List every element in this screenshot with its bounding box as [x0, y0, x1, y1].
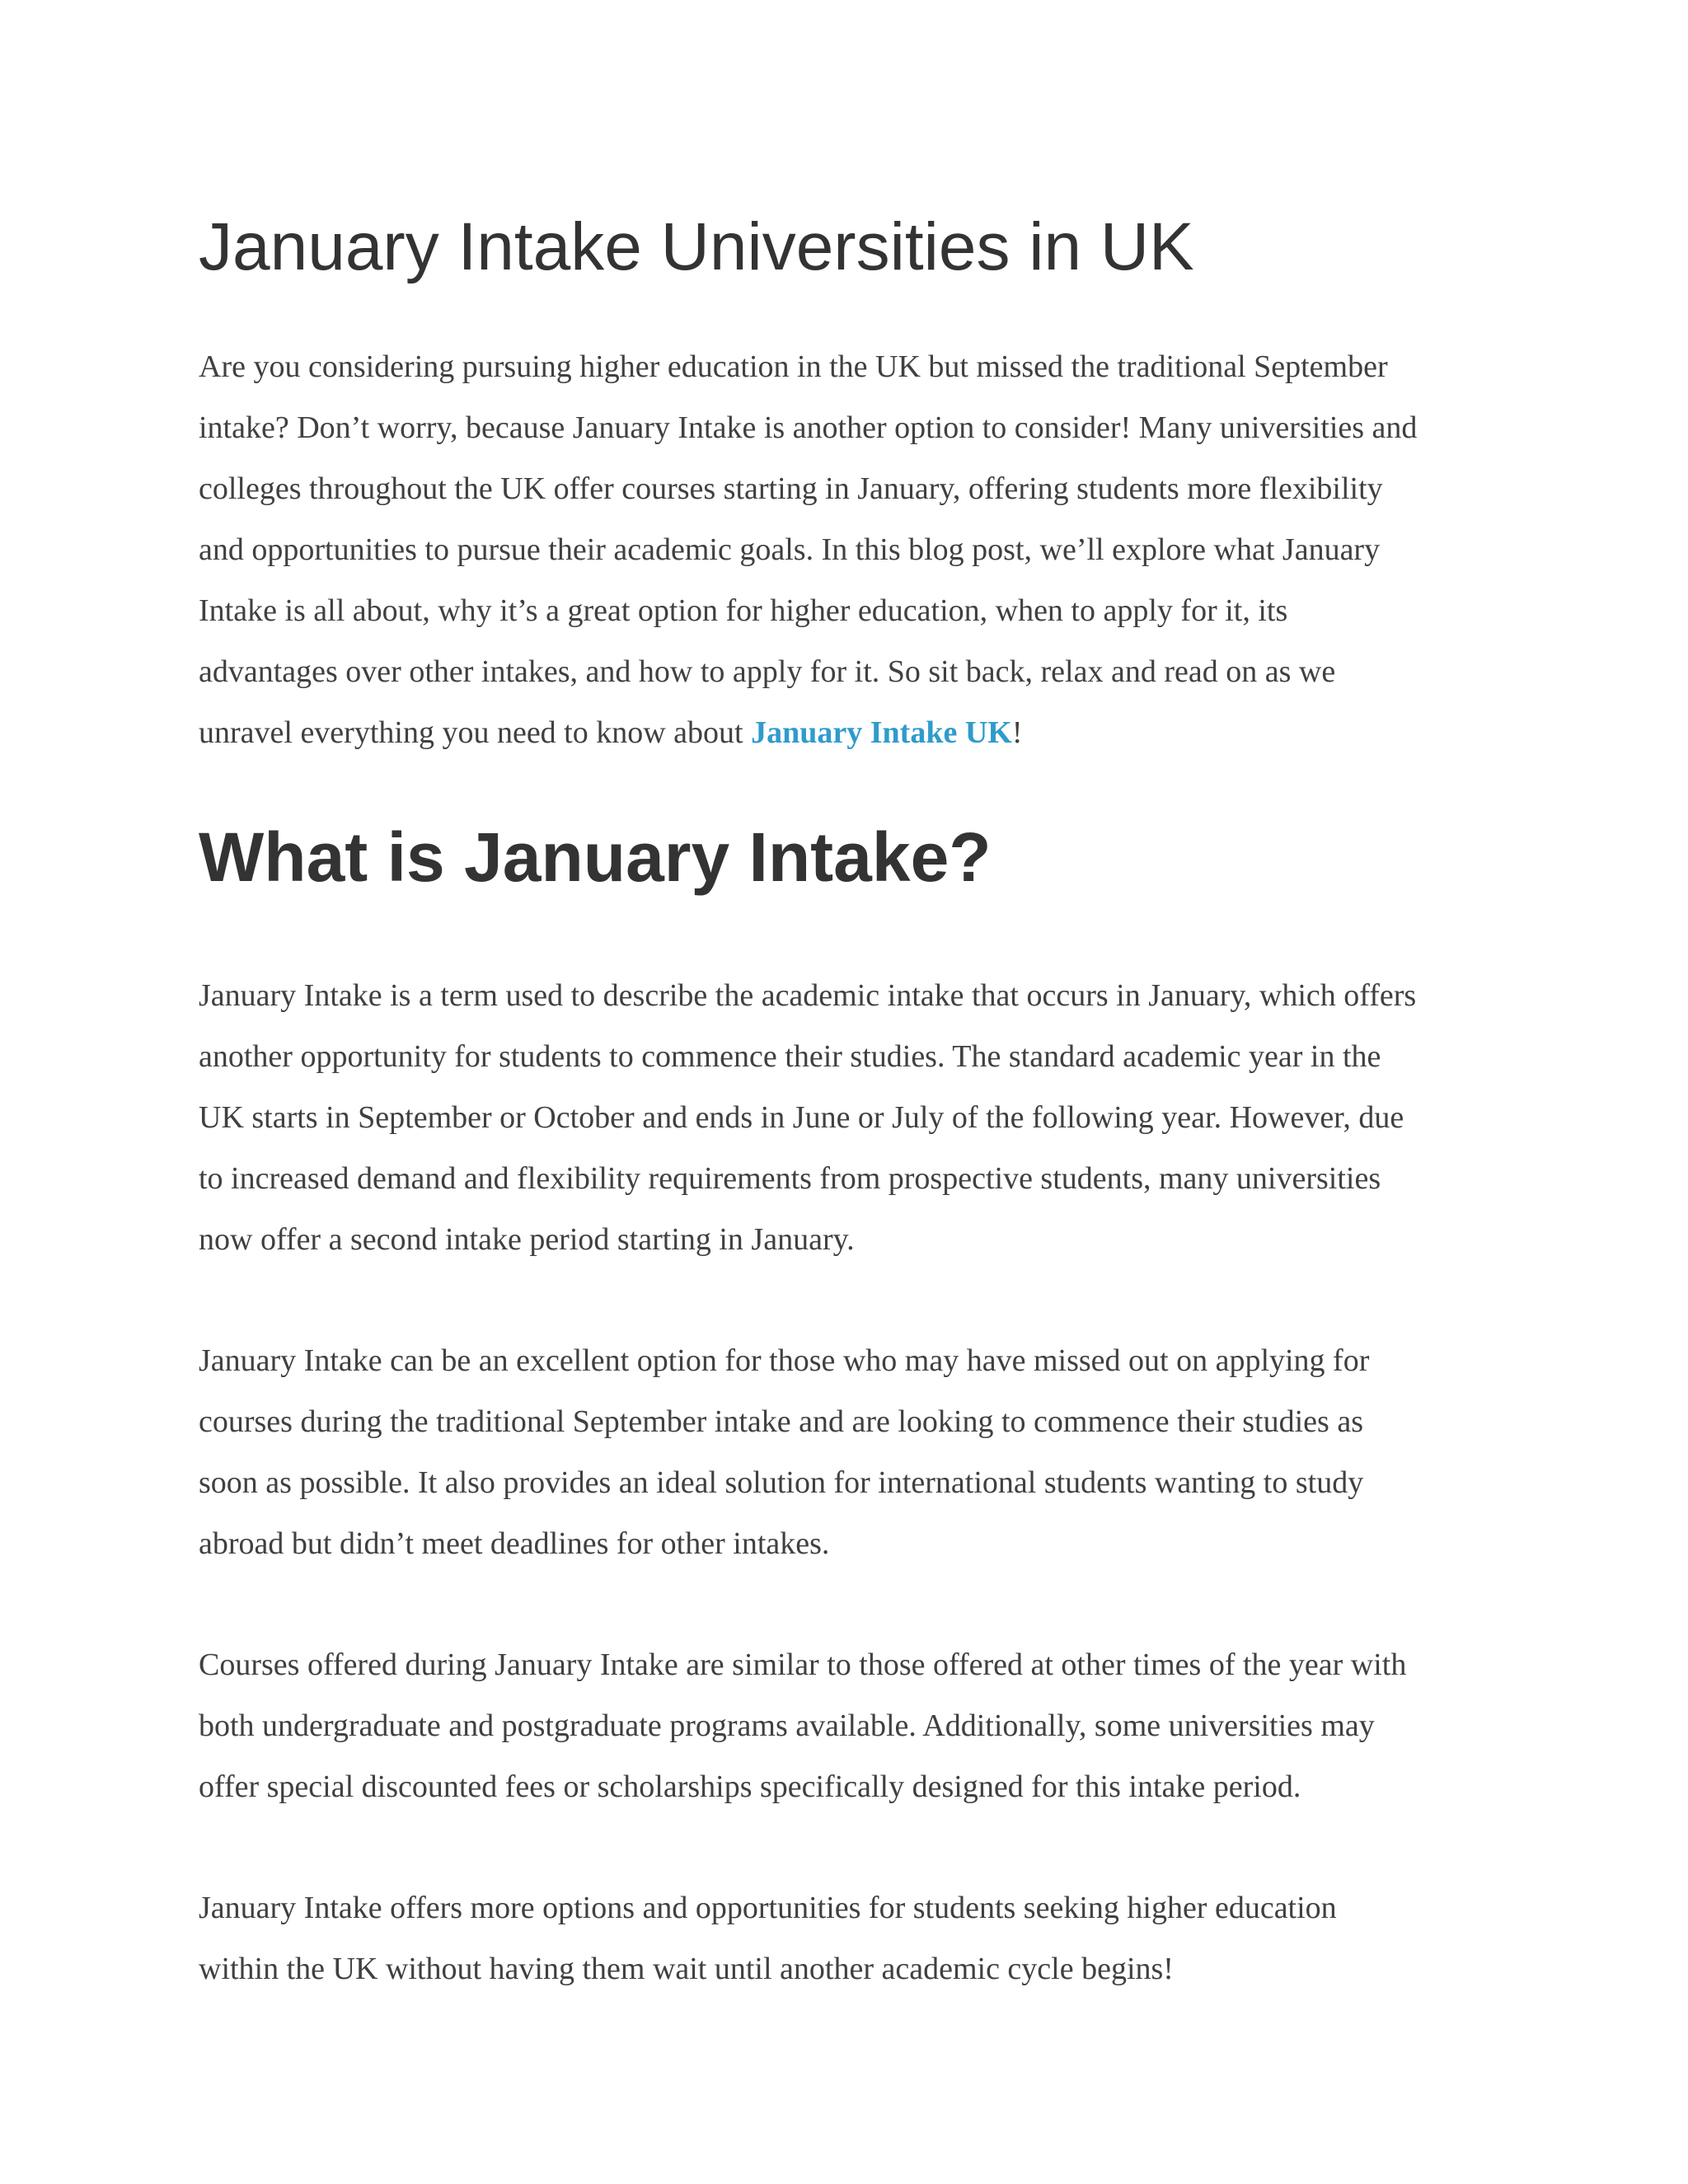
paragraph-line: Intake is all about, why it’s a great option for higher education, when to apply for it, its — [199, 593, 1288, 628]
paragraph-line: Courses offered during January Intake are similar to those offered at other times of the year with — [199, 1647, 1407, 1682]
paragraph-line: intake? Don’t worry, because January Intake is another option to consider! Many universities and — [199, 410, 1418, 445]
paragraph-line: Are you considering pursuing higher education in the UK but missed the traditional September — [199, 349, 1388, 384]
january-intake-uk-link[interactable]: January Intake UK — [751, 715, 1012, 750]
page-title: January Intake Universities in UK — [199, 209, 1194, 284]
paragraph-line: advantages over other intakes, and how to apply for it. So sit back, relax and read on as we — [199, 654, 1336, 689]
paragraph-text: ! — [1011, 715, 1023, 750]
paragraph-line: now offer a second intake period starting in January. — [199, 1222, 855, 1257]
paragraph-text: unravel everything you need to know about — [199, 715, 752, 750]
paragraph-line: another opportunity for students to commence their studies. The standard academic year in the — [199, 1039, 1381, 1074]
paragraph-line: courses during the traditional September intake and are looking to commence their studies as — [199, 1404, 1363, 1439]
paragraph-line: January Intake can be an excellent option for those who may have missed out on applying for — [199, 1343, 1370, 1378]
paragraph-line: UK starts in September or October and ends in June or July of the following year. However, due — [199, 1100, 1404, 1135]
body-paragraph-4 — [199, 1877, 1505, 1999]
paragraph-line: January Intake offers more options and opportunities for students seeking higher education — [199, 1891, 1337, 1925]
paragraph-line: offer special discounted fees or scholarships specifically designed for this intake period. — [199, 1769, 1301, 1804]
paragraph-line: to increased demand and flexibility requirements from prospective students, many universities — [199, 1161, 1381, 1196]
paragraph-line: colleges throughout the UK offer courses starting in January, offering students more flexibility — [199, 471, 1383, 506]
section-heading: What is January Intake? — [199, 818, 992, 896]
body-paragraph-2 — [199, 1330, 1505, 1574]
paragraph-line: abroad but didn’t meet deadlines for other intakes. — [199, 1526, 830, 1561]
paragraph-line: both undergraduate and postgraduate programs available. Additionally, some universities may — [199, 1708, 1375, 1743]
body-paragraph-3 — [199, 1634, 1505, 1817]
paragraph-line: and opportunities to pursue their academic goals. In this blog post, we’ll explore what January — [199, 532, 1381, 567]
paragraph-line: soon as possible. It also provides an ideal solution for international students wanting to study — [199, 1465, 1364, 1500]
body-paragraph-1 — [199, 965, 1505, 1270]
paragraph-line: within the UK without having them wait until another academic cycle begins! — [199, 1952, 1174, 1986]
paragraph-line — [199, 702, 1505, 763]
intro-paragraph — [199, 336, 1505, 763]
paragraph-line: January Intake is a term used to describe the academic intake that occurs in January, which offers — [199, 978, 1417, 1013]
